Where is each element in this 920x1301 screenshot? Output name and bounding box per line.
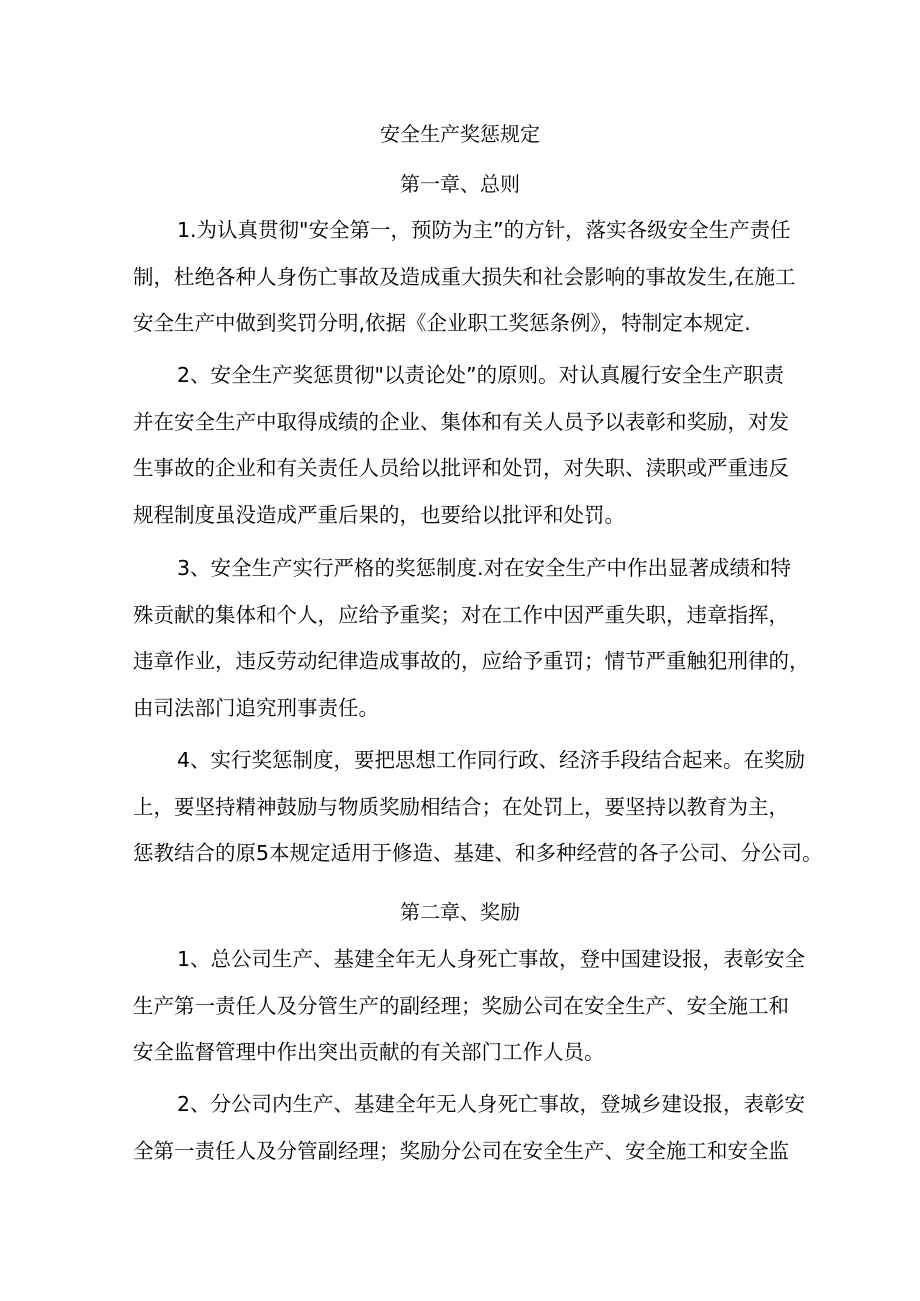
- paragraph-line: 违章作业，违反劳动纪律造成事故的，应给予重罚；情节严重触犯刑律的，: [133, 649, 810, 673]
- paragraph-line: 并在安全生产中取得成绩的企业、集体和有关人员予以表彰和奖励，对发: [133, 409, 789, 434]
- document-title: 安全生产奖惩规定: [380, 122, 540, 146]
- paragraph-line: 2、安全生产奖惩贯彻"以责论处”的原则。对认真履行安全生产职责: [177, 363, 785, 387]
- paragraph-2: [133, 352, 793, 538]
- paragraph-line: 安全监督管理中作出突出贡献的有关部门工作人员。: [133, 1040, 605, 1064]
- paragraph-line: 安全生产中做到奖罚分明,依据《企业职工奖惩条例》，特制定本规定.: [133, 311, 751, 335]
- paragraph-6: [133, 1081, 806, 1174]
- paragraph-line: 殊贡献的集体和个人，应给予重奖；对在工作中因严重失职，违章指挥，: [133, 602, 789, 627]
- paragraph-line: 规程制度虽没造成严重后果的，也要给以批评和处罚。: [133, 502, 625, 527]
- paragraph-line: 制，杜绝各种人身伤亡事故及造成重大损失和社会影响的事故发生,在施工: [133, 264, 796, 289]
- paragraph-line: 惩教结合的原5本规定适用于修造、基建、和多种经营的各子公司、分公司。: [133, 841, 823, 865]
- paragraph-line: 2、分公司内生产、基建全年无人身死亡事故，登城乡建设报，表彰安: [177, 1092, 806, 1116]
- paragraph-line: 全第一责任人及分管副经理；奖励分公司在安全生产、安全施工和安全监: [133, 1138, 789, 1163]
- chapter-heading-rewards: 第二章、奖励: [400, 900, 520, 924]
- paragraph-line: 生事故的企业和有关责任人员给以批评和处罚，对失职、渎职或严重违反: [133, 456, 789, 480]
- paragraph-line: 由司法部门追究刑事责任。: [133, 695, 379, 720]
- chapter-heading-general: 第一章、总则: [400, 172, 520, 196]
- paragraph-line: 1、总公司生产、基建全年无人身死亡事故，登中国建设报，表彰安全: [177, 947, 806, 971]
- paragraph-line: 4、实行奖惩制度，要把思想工作同行政、经济手段结合起来。在奖励: [177, 748, 806, 772]
- paragraph-line: 1.为认真贯彻"安全第一，预防为主”的方针，落实各级安全生产责任: [177, 218, 791, 242]
- paragraph-3: [133, 545, 810, 731]
- paragraph-4: [133, 737, 823, 877]
- paragraph-1: [133, 207, 796, 347]
- paragraph-line: 3、安全生产实行严格的奖惩制度.对在安全生产中作出显著成绩和特: [177, 556, 792, 580]
- paragraph-line: 生产第一责任人及分管生产的副经理；奖励公司在安全生产、安全施工和: [133, 993, 789, 1018]
- paragraph-5: [133, 936, 806, 1076]
- paragraph-line: 上，要坚持精神鼓励与物质奖励相结合；在处罚上，要坚持以教育为主，: [133, 794, 789, 819]
